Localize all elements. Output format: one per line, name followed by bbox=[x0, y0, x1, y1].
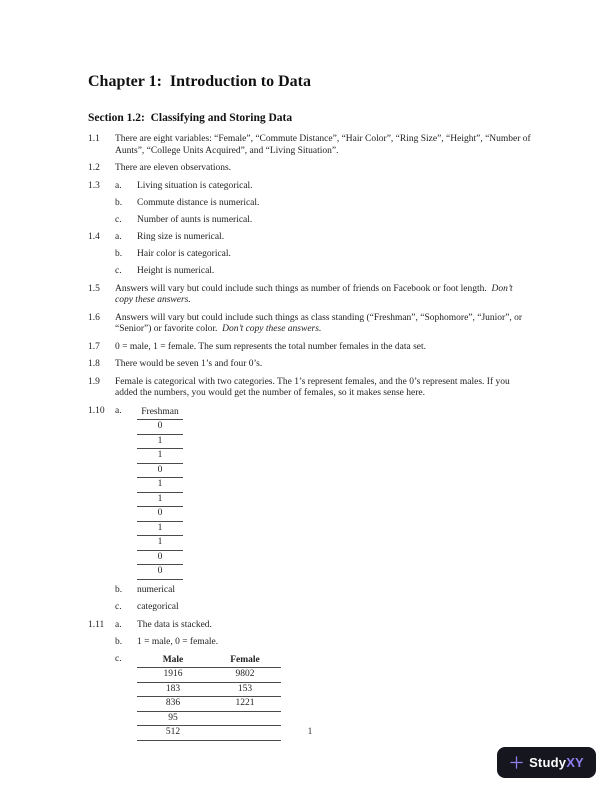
table-cell: 1 bbox=[137, 449, 183, 464]
answer-number: 1.10 bbox=[88, 405, 105, 416]
sub-answer bbox=[115, 181, 532, 193]
answer-number: 1.3 bbox=[88, 180, 100, 191]
table-row bbox=[137, 536, 183, 551]
table-cell: 183 bbox=[137, 682, 209, 697]
sub-answer bbox=[115, 249, 532, 261]
chapter-title: Chapter 1: Introduction to Data bbox=[88, 73, 311, 90]
answer-1-9 bbox=[88, 377, 532, 400]
table-row bbox=[137, 697, 281, 712]
answer-1-10 bbox=[88, 406, 532, 614]
answer-text: Answers will vary but could include such things as number of friends on Facebook or foot length. bbox=[115, 283, 492, 294]
answer-number: 1.11 bbox=[88, 619, 105, 630]
logo-text bbox=[529, 755, 584, 770]
sub-text: The data is stacked. bbox=[137, 619, 212, 630]
sub-text: Hair color is categorical. bbox=[137, 249, 231, 260]
section-title: Section 1.2: Classifying and Storing Data bbox=[88, 111, 293, 124]
table-cell: 0 bbox=[137, 420, 183, 435]
sub-answer bbox=[115, 406, 532, 580]
sub-answer bbox=[115, 585, 532, 597]
table-header-row bbox=[137, 654, 281, 668]
sub-answer bbox=[115, 620, 532, 632]
table-cell: 153 bbox=[209, 682, 281, 697]
table-row bbox=[137, 550, 183, 565]
table-row bbox=[137, 463, 183, 478]
answer-1-11 bbox=[88, 620, 532, 741]
table-row bbox=[137, 668, 281, 683]
answer-number: 1.5 bbox=[88, 283, 100, 294]
sub-text: Height is numerical. bbox=[137, 266, 215, 277]
page-number: 1 bbox=[307, 727, 313, 737]
table-row bbox=[137, 406, 183, 420]
sub-text: 1 = male, 0 = female. bbox=[137, 636, 219, 647]
table-row bbox=[137, 565, 183, 580]
sub-letter: c. bbox=[115, 602, 122, 613]
table-cell: 1 bbox=[137, 478, 183, 493]
sub-text: Number of aunts is numerical. bbox=[137, 214, 253, 225]
table-cell: 0 bbox=[137, 565, 183, 580]
table-header-cell: Female bbox=[209, 654, 281, 668]
answer-1-3 bbox=[88, 181, 532, 227]
sub-text: Living situation is categorical. bbox=[137, 180, 253, 191]
answer-text: 0 = male, 1 = female. The sum represents the total number females in the data set. bbox=[115, 341, 427, 352]
table-cell: 1 bbox=[137, 521, 183, 536]
answer-text: There are eleven observations. bbox=[115, 163, 232, 174]
table-cell: 1 bbox=[137, 434, 183, 449]
table-cell: 1 bbox=[137, 492, 183, 507]
answer-number: 1.6 bbox=[88, 312, 100, 323]
answer-number: 1.9 bbox=[88, 376, 100, 387]
table-cell: 1916 bbox=[137, 668, 209, 683]
table-row bbox=[137, 434, 183, 449]
table-row bbox=[137, 449, 183, 464]
table-row bbox=[137, 711, 281, 726]
answer-number: 1.7 bbox=[88, 341, 100, 352]
answer-text: There would be seven 1’s and four 0’s. bbox=[115, 359, 263, 370]
logo-text-xy: XY bbox=[566, 755, 584, 770]
table-row bbox=[137, 420, 183, 435]
sub-answer bbox=[115, 198, 532, 210]
sub-answer bbox=[115, 637, 532, 649]
answer-1-6 bbox=[88, 313, 532, 336]
table-row bbox=[137, 521, 183, 536]
sub-letter: b. bbox=[115, 249, 123, 260]
answer-1-4 bbox=[88, 232, 532, 278]
table-cell: 1221 bbox=[209, 697, 281, 712]
answer-1-1 bbox=[88, 134, 532, 157]
table-cell: 0 bbox=[137, 463, 183, 478]
table-cell bbox=[209, 711, 281, 726]
table-cell: 836 bbox=[137, 697, 209, 712]
answer-text: Answers will vary but could include such things as class standing (“Freshman”, “Sophomore”, “Junior”, or “Senior”) or favorite color. bbox=[115, 312, 525, 335]
sub-answer bbox=[115, 266, 532, 278]
table-cell: 512 bbox=[137, 726, 209, 741]
sub-text: Commute distance is numerical. bbox=[137, 197, 260, 208]
sub-text: Ring size is numerical. bbox=[137, 232, 225, 243]
sub-letter: a. bbox=[115, 180, 122, 191]
table-cell: 9802 bbox=[209, 668, 281, 683]
sub-letter: a. bbox=[115, 405, 122, 416]
sub-answer bbox=[115, 602, 532, 614]
sub-letter: b. bbox=[115, 585, 123, 596]
table-header-cell: Freshman bbox=[137, 406, 183, 420]
table-cell: 0 bbox=[137, 550, 183, 565]
answer-1-7 bbox=[88, 342, 532, 354]
answer-number: 1.8 bbox=[88, 359, 100, 370]
table-cell: 1 bbox=[137, 536, 183, 551]
answer-1-2 bbox=[88, 163, 532, 175]
sub-answer bbox=[115, 232, 532, 244]
answer-number: 1.2 bbox=[88, 163, 100, 174]
sub-answer bbox=[115, 215, 532, 227]
table-cell: 95 bbox=[137, 711, 209, 726]
answer-1-5 bbox=[88, 284, 532, 307]
logo-text-study: Study bbox=[529, 755, 567, 770]
answer-number: 1.4 bbox=[88, 232, 100, 243]
sub-letter: b. bbox=[115, 636, 123, 647]
plus-icon bbox=[509, 755, 524, 770]
table-cell: 0 bbox=[137, 507, 183, 522]
answer-text-italic: Don’t copy these answers. bbox=[115, 283, 515, 306]
table-row bbox=[137, 478, 183, 493]
sub-letter: c. bbox=[115, 266, 122, 277]
table-row bbox=[137, 507, 183, 522]
answer-text: There are eight variables: “Female”, “Commute Distance”, “Hair Color”, “Ring Size”, “Height”, “Number of Aunts”, “College Units Acquired”, and “Living Situation”. bbox=[115, 134, 533, 156]
sub-letter: a. bbox=[115, 619, 122, 630]
answer-text: Female is categorical with two categories. The 1’s represent females, and the 0’s represent males. If you added the numbers, you would get the number of females, so it makes sense here. bbox=[115, 376, 513, 399]
sub-letter: b. bbox=[115, 197, 123, 208]
sub-letter: c. bbox=[115, 653, 122, 664]
answer-text-italic: Don’t copy these answers. bbox=[222, 324, 322, 335]
sub-text: categorical bbox=[137, 602, 179, 613]
answer-number: 1.1 bbox=[88, 134, 100, 145]
freshman-table bbox=[137, 406, 183, 580]
table-row bbox=[137, 492, 183, 507]
sub-letter: c. bbox=[115, 214, 122, 225]
table-row bbox=[137, 682, 281, 697]
sub-letter: a. bbox=[115, 232, 122, 243]
sub-text: numerical bbox=[137, 585, 175, 596]
answer-1-8 bbox=[88, 359, 532, 371]
studyxy-logo bbox=[497, 747, 596, 778]
table-header-cell: Male bbox=[137, 654, 209, 668]
